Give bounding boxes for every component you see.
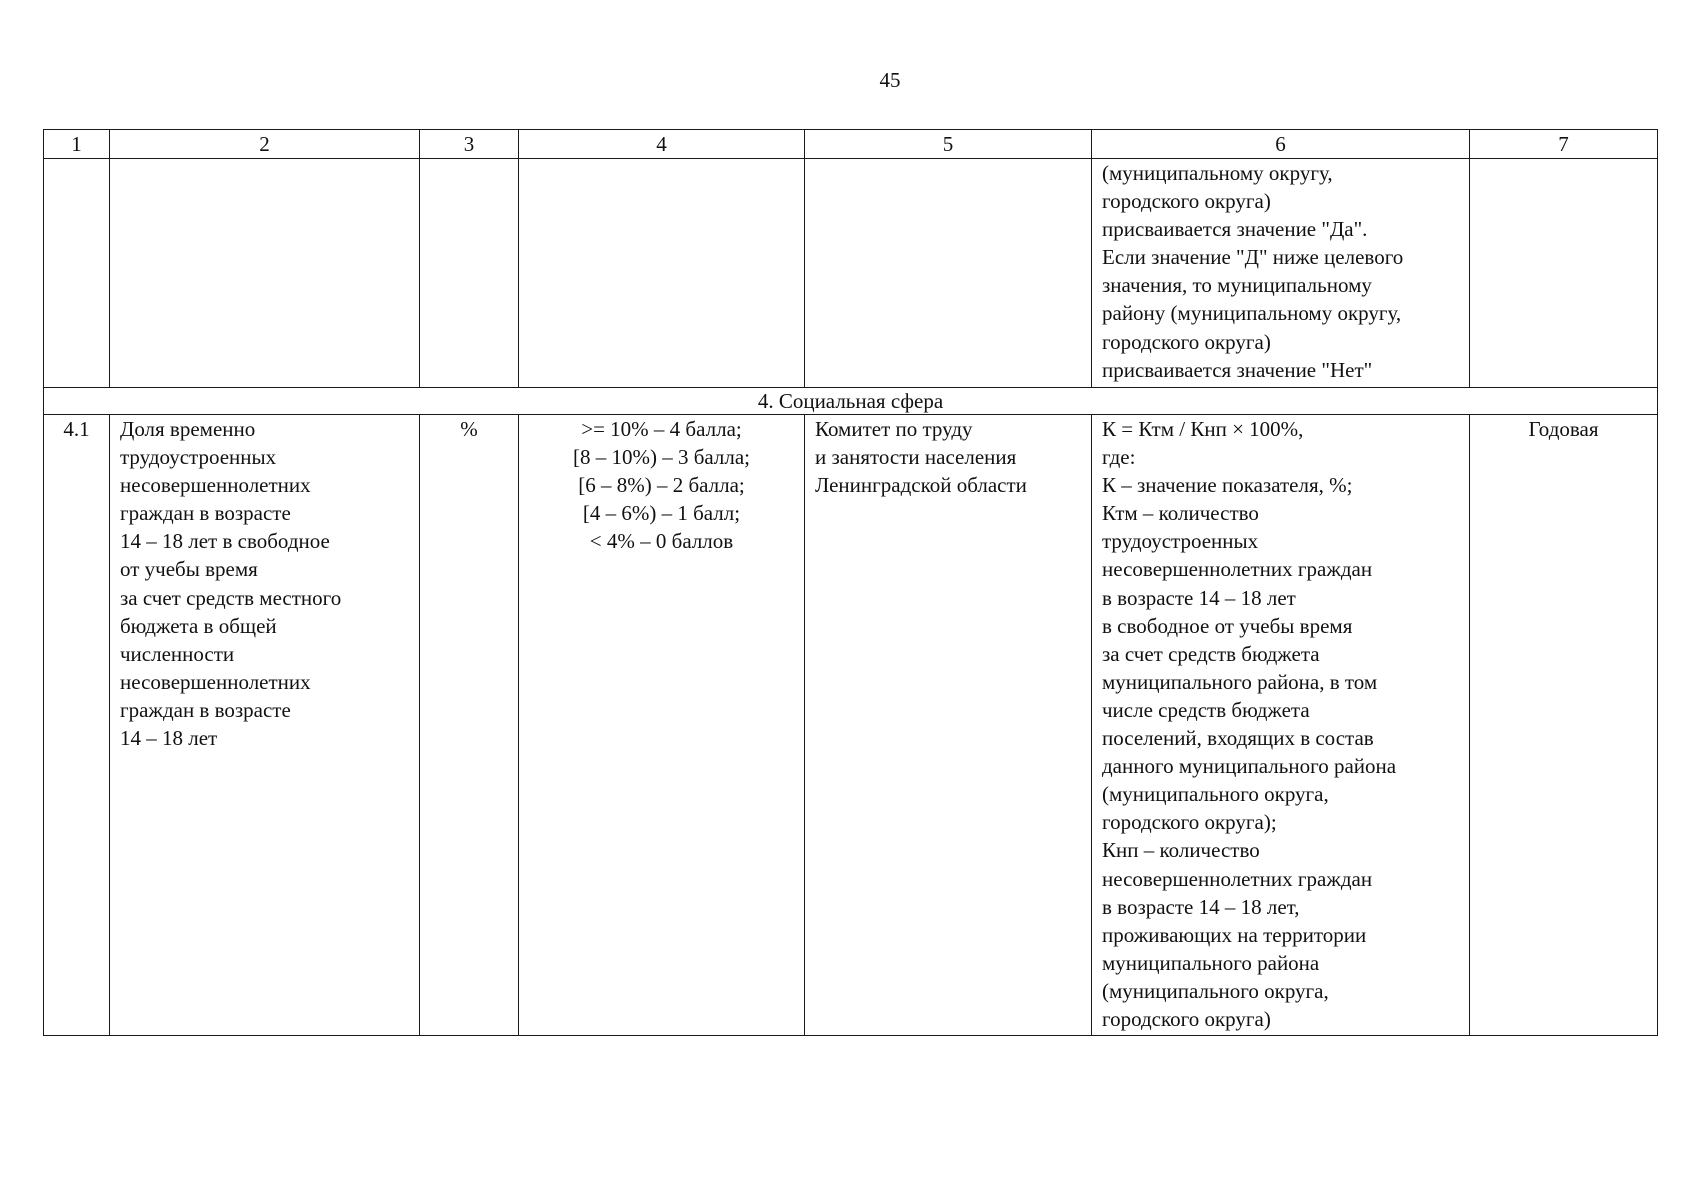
cont-cell-7 — [1470, 159, 1658, 388]
periodicity-cell: Годовая — [1470, 415, 1658, 1036]
header-cell-2: 2 — [110, 130, 420, 159]
cont-cell-1 — [44, 159, 110, 388]
header-cell-6: 6 — [1092, 130, 1470, 159]
header-cell-4: 4 — [519, 130, 805, 159]
indicators-table — [43, 129, 1658, 1036]
table-row-4-1 — [44, 415, 1658, 1036]
header-cell-3: 3 — [420, 130, 519, 159]
responsible-body-cell: Комитет по труду и занятости населения Ленинградской области — [805, 415, 1092, 1036]
page-number: 45 — [879, 68, 901, 92]
unit-cell: % — [420, 415, 519, 1036]
indicator-name-cell: Доля временно трудоустроенных несовершеннолетних граждан в возрасте 14 – 18 лет в свободное от учебы время за счет средств местного бюджета в общей численности несовершеннолетних граждан в возрасте 14 – 18 лет — [110, 415, 420, 1036]
cont-method-cell: (муниципальному округу, городского округа) присваивается значение "Да". Если значение "Д" ниже целевого значения, то муниципальному району (муниципальному округу, городского округа) присваивается значение "Нет" — [1092, 159, 1470, 388]
header-cell-7: 7 — [1470, 130, 1658, 159]
cont-cell-2 — [110, 159, 420, 388]
header-cell-1: 1 — [44, 130, 110, 159]
table-row-continuation — [44, 159, 1658, 388]
section-title: 4. Социальная сфера — [44, 388, 1658, 415]
section-row — [44, 388, 1658, 415]
calculation-method-cell: К = Ктм / Кнп × 100%, где: К – значение показателя, %; Ктм – количество трудоустроенных несовершеннолетних граждан в возрасте 14 – 18 лет в свободное от учебы время за счет средств бюджета муниципального района, в том числе средств бюджета поселений, входящих в состав данного муниципального района (муниципального округа, городского округа); Кнп – количество несовершеннолетних граждан в возрасте 14 – 18 лет, проживающих на территории муниципального района (муниципального округа, городского округа) — [1092, 415, 1470, 1036]
cont-cell-3 — [420, 159, 519, 388]
row-number-cell: 4.1 — [44, 415, 110, 1036]
cont-cell-4 — [519, 159, 805, 388]
cont-cell-5 — [805, 159, 1092, 388]
table-header-row — [44, 130, 1658, 159]
header-cell-5: 5 — [805, 130, 1092, 159]
scoring-cell: >= 10% – 4 балла; [8 – 10%) – 3 балла; [6 – 8%) – 2 балла; [4 – 6%) – 1 балл; < 4% – 0 баллов — [519, 415, 805, 1036]
